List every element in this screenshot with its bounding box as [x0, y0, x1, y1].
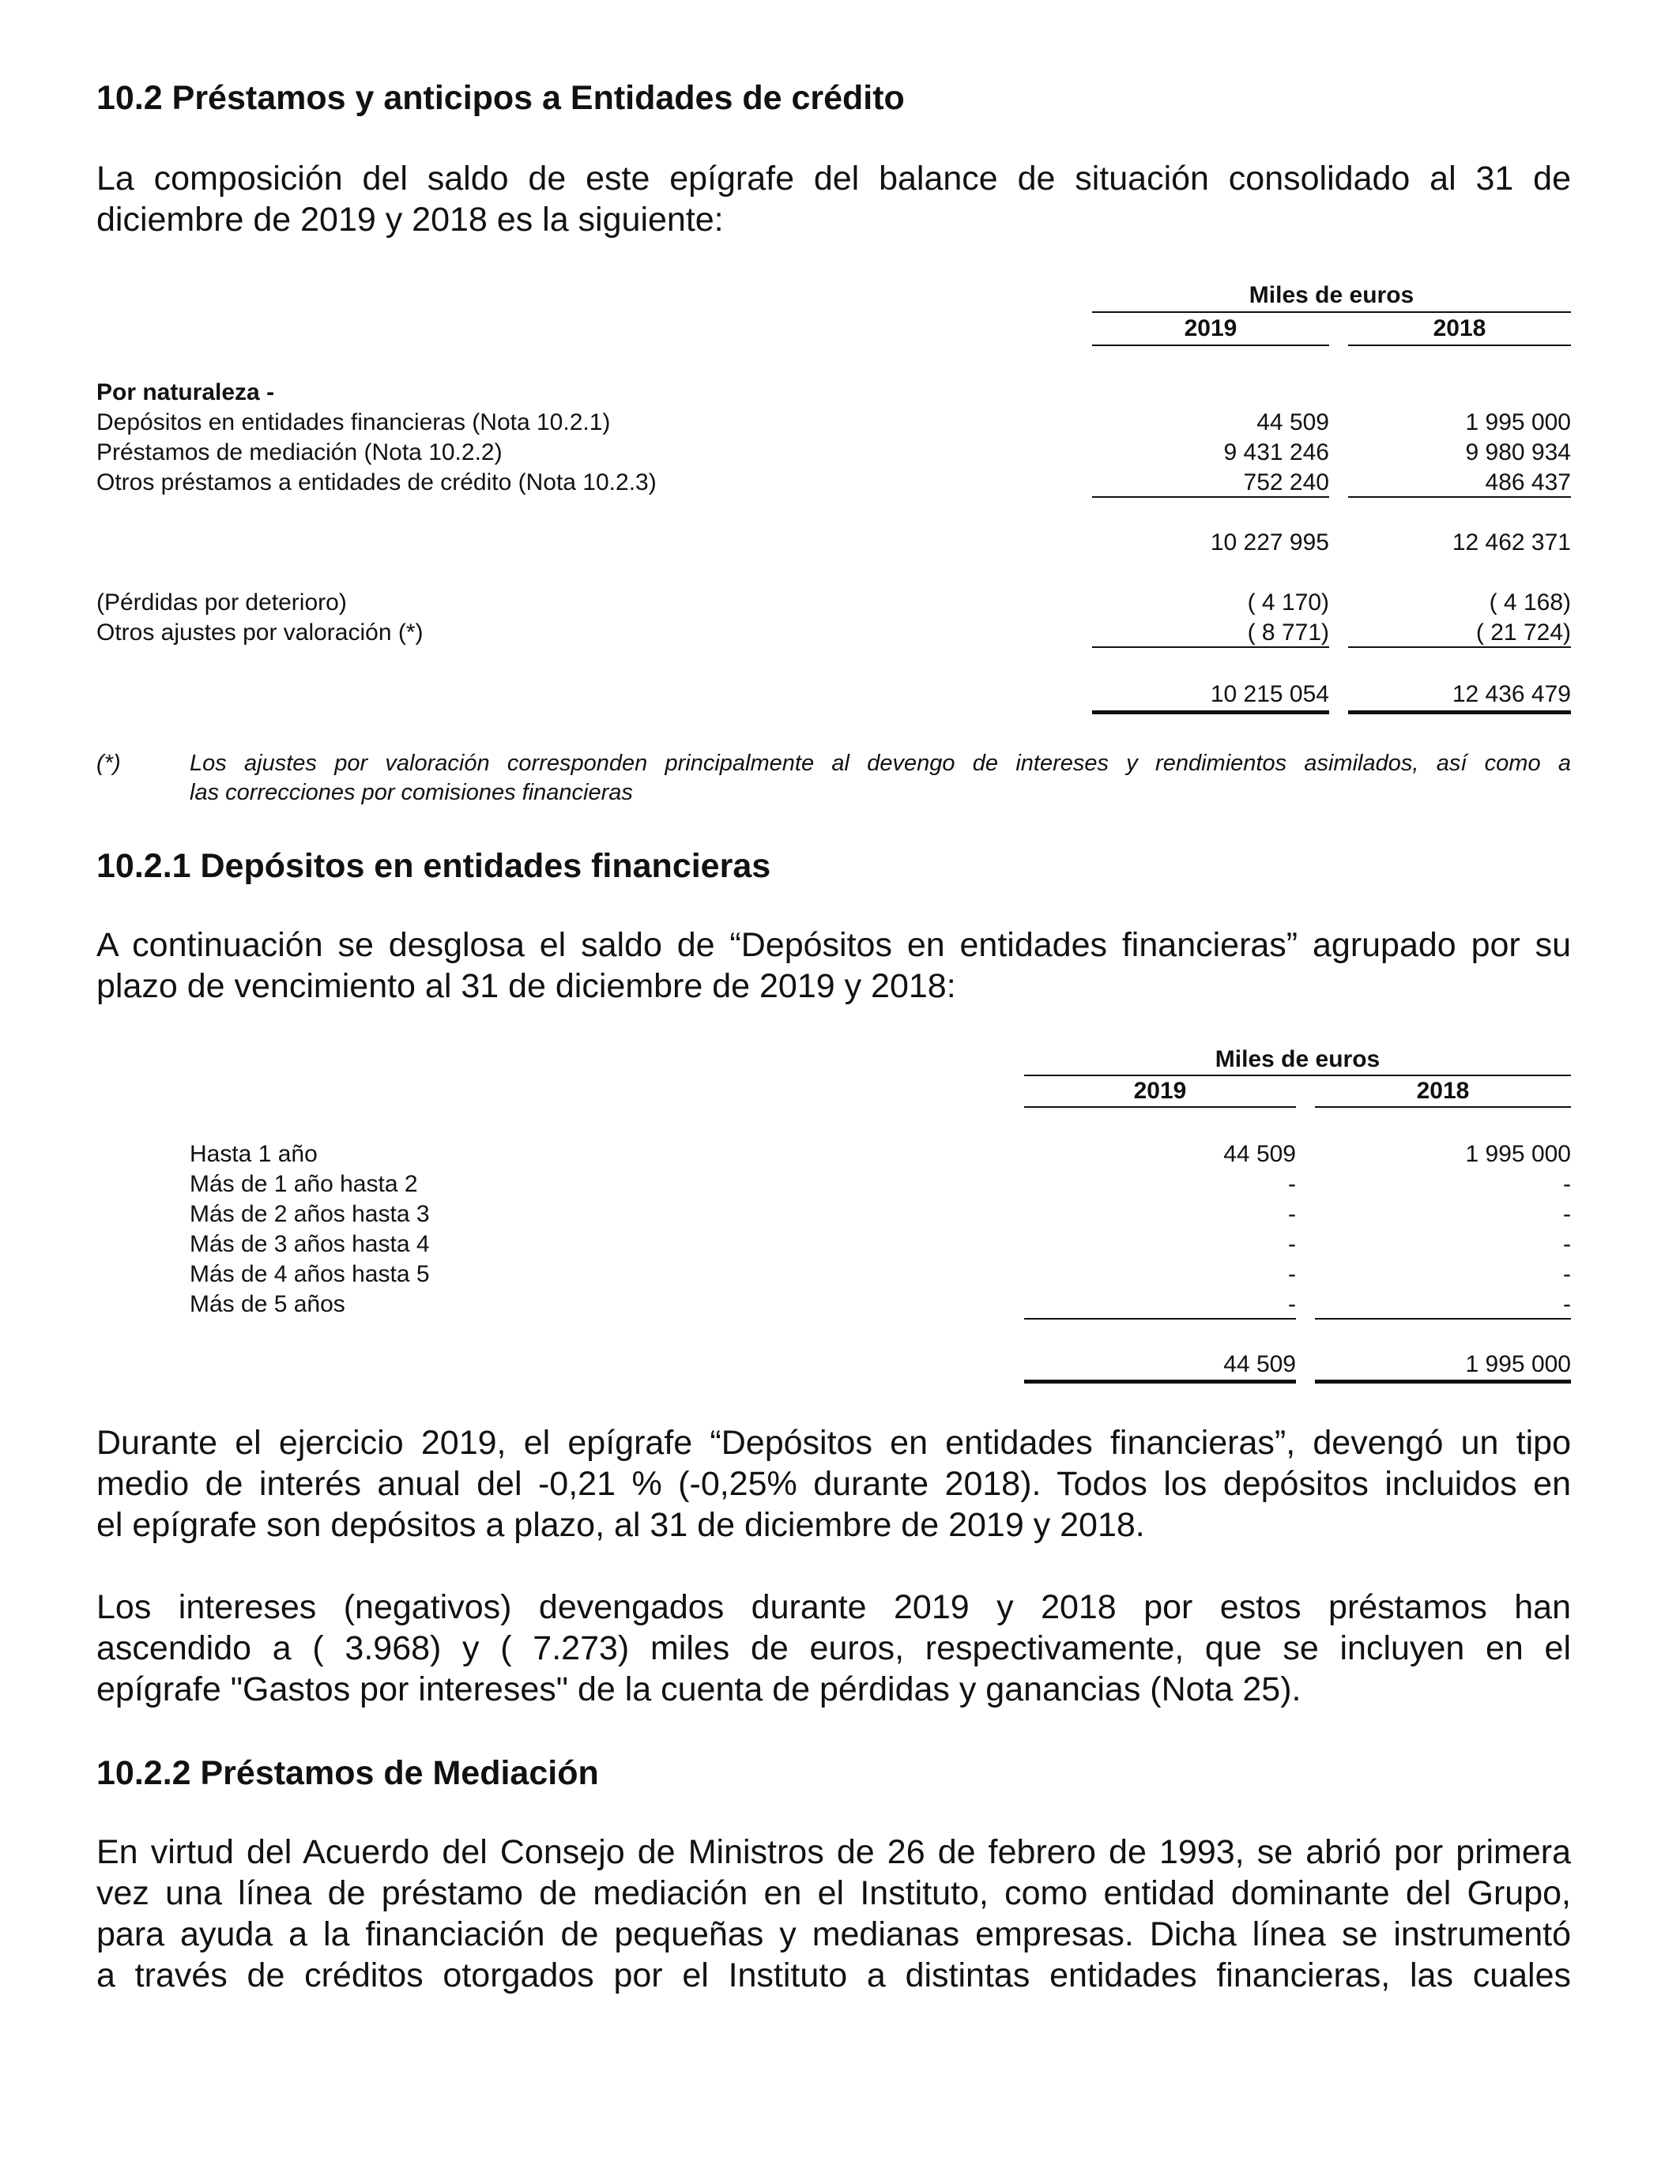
mediation-loans-paragraph — [96, 1832, 1571, 1996]
value-2019: 9 431 246 — [1223, 439, 1329, 465]
paragraph-line: ascendido a ( 3.968) y ( 7.273) miles de euros, respectivamente, que se incluyen en el — [96, 1629, 1571, 1667]
total-2019: 10 215 054 — [1210, 681, 1329, 707]
value-2019: ( 8 771) — [1247, 619, 1329, 646]
value-2019: - — [1288, 1201, 1296, 1227]
row-label: Hasta 1 año — [190, 1141, 318, 1167]
group-label: Por naturaleza - — [96, 379, 275, 405]
value-2019: - — [1288, 1261, 1296, 1287]
subtotal-2018: 12 462 371 — [1452, 529, 1571, 555]
intro-line: La composición del saldo de este epígrafe del balance de situación consolidado al 31 de — [96, 160, 1571, 198]
value-2018: - — [1563, 1261, 1571, 1287]
total-double-rule-2018 — [1315, 1380, 1571, 1384]
column-rule-2018 — [1348, 345, 1571, 346]
table-unit-header: Miles de euros — [1215, 1046, 1381, 1072]
column-header-2019: 2019 — [1133, 1078, 1187, 1104]
total-rule-2018 — [1348, 646, 1571, 648]
value-2019: 44 509 — [1223, 1141, 1296, 1167]
value-2019: 752 240 — [1243, 469, 1329, 495]
row-label: Más de 1 año hasta 2 — [190, 1171, 418, 1197]
column-header-2018: 2018 — [1416, 1078, 1470, 1104]
total-rule-2019 — [1092, 646, 1329, 648]
total-2018: 1 995 000 — [1465, 1351, 1571, 1377]
row-label: (Pérdidas por deterioro) — [96, 589, 347, 616]
value-2019: 44 509 — [1256, 409, 1329, 435]
section-10-2-intro — [96, 158, 1571, 240]
total-2018: 12 436 479 — [1452, 681, 1571, 707]
intro-line: A continuación se desglosa el saldo de “Depósitos en entidades financieras” agrupado por su — [96, 926, 1571, 964]
column-rule-2018 — [1315, 1106, 1571, 1108]
footnote-marker: (*) — [96, 751, 121, 776]
row-label: Más de 4 años hasta 5 — [190, 1261, 430, 1287]
total-double-rule-2018 — [1348, 710, 1571, 714]
value-2018: - — [1563, 1171, 1571, 1197]
value-2018: 9 980 934 — [1465, 439, 1571, 465]
total-2019: 44 509 — [1223, 1351, 1296, 1377]
value-2018: 1 995 000 — [1465, 409, 1571, 435]
footnote-line: las correcciones por comisiones financieras — [190, 780, 633, 805]
value-2019: - — [1288, 1291, 1296, 1317]
paragraph-line: el epígrafe son depósitos a plazo, al 31 de diciembre de 2019 y 2018. — [96, 1506, 1145, 1544]
row-label: Préstamos de mediación (Nota 10.2.2) — [96, 439, 503, 465]
value-2018: 1 995 000 — [1465, 1141, 1571, 1167]
section-heading-10-2-1: 10.2.1 Depósitos en entidades financieras — [96, 847, 771, 885]
column-header-2019: 2019 — [1184, 315, 1237, 341]
paragraph-line: a través de créditos otorgados por el Instituto a distintas entidades financieras, las cuales — [96, 1956, 1571, 1994]
value-2018: ( 21 724) — [1475, 619, 1571, 646]
paragraph-line: En virtud del Acuerdo del Consejo de Ministros de 26 de febrero de 1993, se abrió por primera — [96, 1833, 1571, 1871]
total-rule-2018 — [1315, 1318, 1571, 1320]
subtotal-rule-2019 — [1092, 496, 1329, 498]
interest-rate-paragraph — [96, 1422, 1571, 1546]
total-double-rule-2019 — [1092, 710, 1329, 714]
column-rule-2019 — [1092, 345, 1329, 346]
row-label: Más de 5 años — [190, 1291, 345, 1317]
subtotal-rule-2018 — [1348, 496, 1571, 498]
paragraph-line: para ayuda a la financiación de pequeñas y medianas empresas. Dicha línea se instrumentó — [96, 1915, 1571, 1953]
value-2019: - — [1288, 1171, 1296, 1197]
row-label: Otros préstamos a entidades de crédito (Nota 10.2.3) — [96, 469, 657, 495]
paragraph-line: epígrafe "Gastos por intereses" de la cuenta de pérdidas y ganancias (Nota 25). — [96, 1670, 1301, 1708]
row-label: Más de 3 años hasta 4 — [190, 1231, 430, 1257]
value-2018: - — [1563, 1231, 1571, 1257]
paragraph-line: medio de interés anual del -0,21 % (-0,25% durante 2018). Todos los depósitos incluidos en — [96, 1465, 1571, 1503]
intro-line: diciembre de 2019 y 2018 es la siguiente: — [96, 201, 724, 239]
column-rule-2019 — [1024, 1106, 1296, 1108]
footnote-text — [190, 749, 1571, 808]
section-heading-10-2: 10.2 Préstamos y anticipos a Entidades de crédito — [96, 79, 905, 117]
value-2018: - — [1563, 1201, 1571, 1227]
total-rule-2019 — [1024, 1318, 1296, 1320]
row-label: Depósitos en entidades financieras (Nota 10.2.1) — [96, 409, 611, 435]
value-2018: ( 4 168) — [1489, 589, 1571, 616]
interest-amount-paragraph — [96, 1587, 1571, 1710]
footnote-line: Los ajustes por valoración corresponden principalmente al devengo de intereses y rendimientos asimilados, así como a — [190, 751, 1571, 776]
total-double-rule-2019 — [1024, 1380, 1296, 1384]
value-2018: - — [1563, 1291, 1571, 1317]
value-2019: - — [1288, 1231, 1296, 1257]
table-unit-header: Miles de euros — [1249, 282, 1414, 308]
intro-line: plazo de vencimiento al 31 de diciembre de 2019 y 2018: — [96, 967, 956, 1005]
paragraph-line: Los intereses (negativos) devengados durante 2019 y 2018 por estos préstamos han — [96, 1588, 1571, 1626]
section-heading-10-2-2: 10.2.2 Préstamos de Mediación — [96, 1754, 599, 1792]
value-2019: ( 4 170) — [1247, 589, 1329, 616]
value-2018: 486 437 — [1485, 469, 1571, 495]
paragraph-line: Durante el ejercicio 2019, el epígrafe “Depósitos en entidades financieras”, devengó un tipo — [96, 1424, 1571, 1462]
paragraph-line: vez una línea de préstamo de mediación en el Instituto, como entidad dominante del Grupo, — [96, 1874, 1571, 1912]
subtotal-2019: 10 227 995 — [1210, 529, 1329, 555]
section-10-2-1-intro — [96, 924, 1571, 1007]
row-label: Más de 2 años hasta 3 — [190, 1201, 430, 1227]
row-label: Otros ajustes por valoración (*) — [96, 619, 424, 646]
column-header-2018: 2018 — [1433, 315, 1486, 341]
header-rule — [1092, 311, 1571, 313]
